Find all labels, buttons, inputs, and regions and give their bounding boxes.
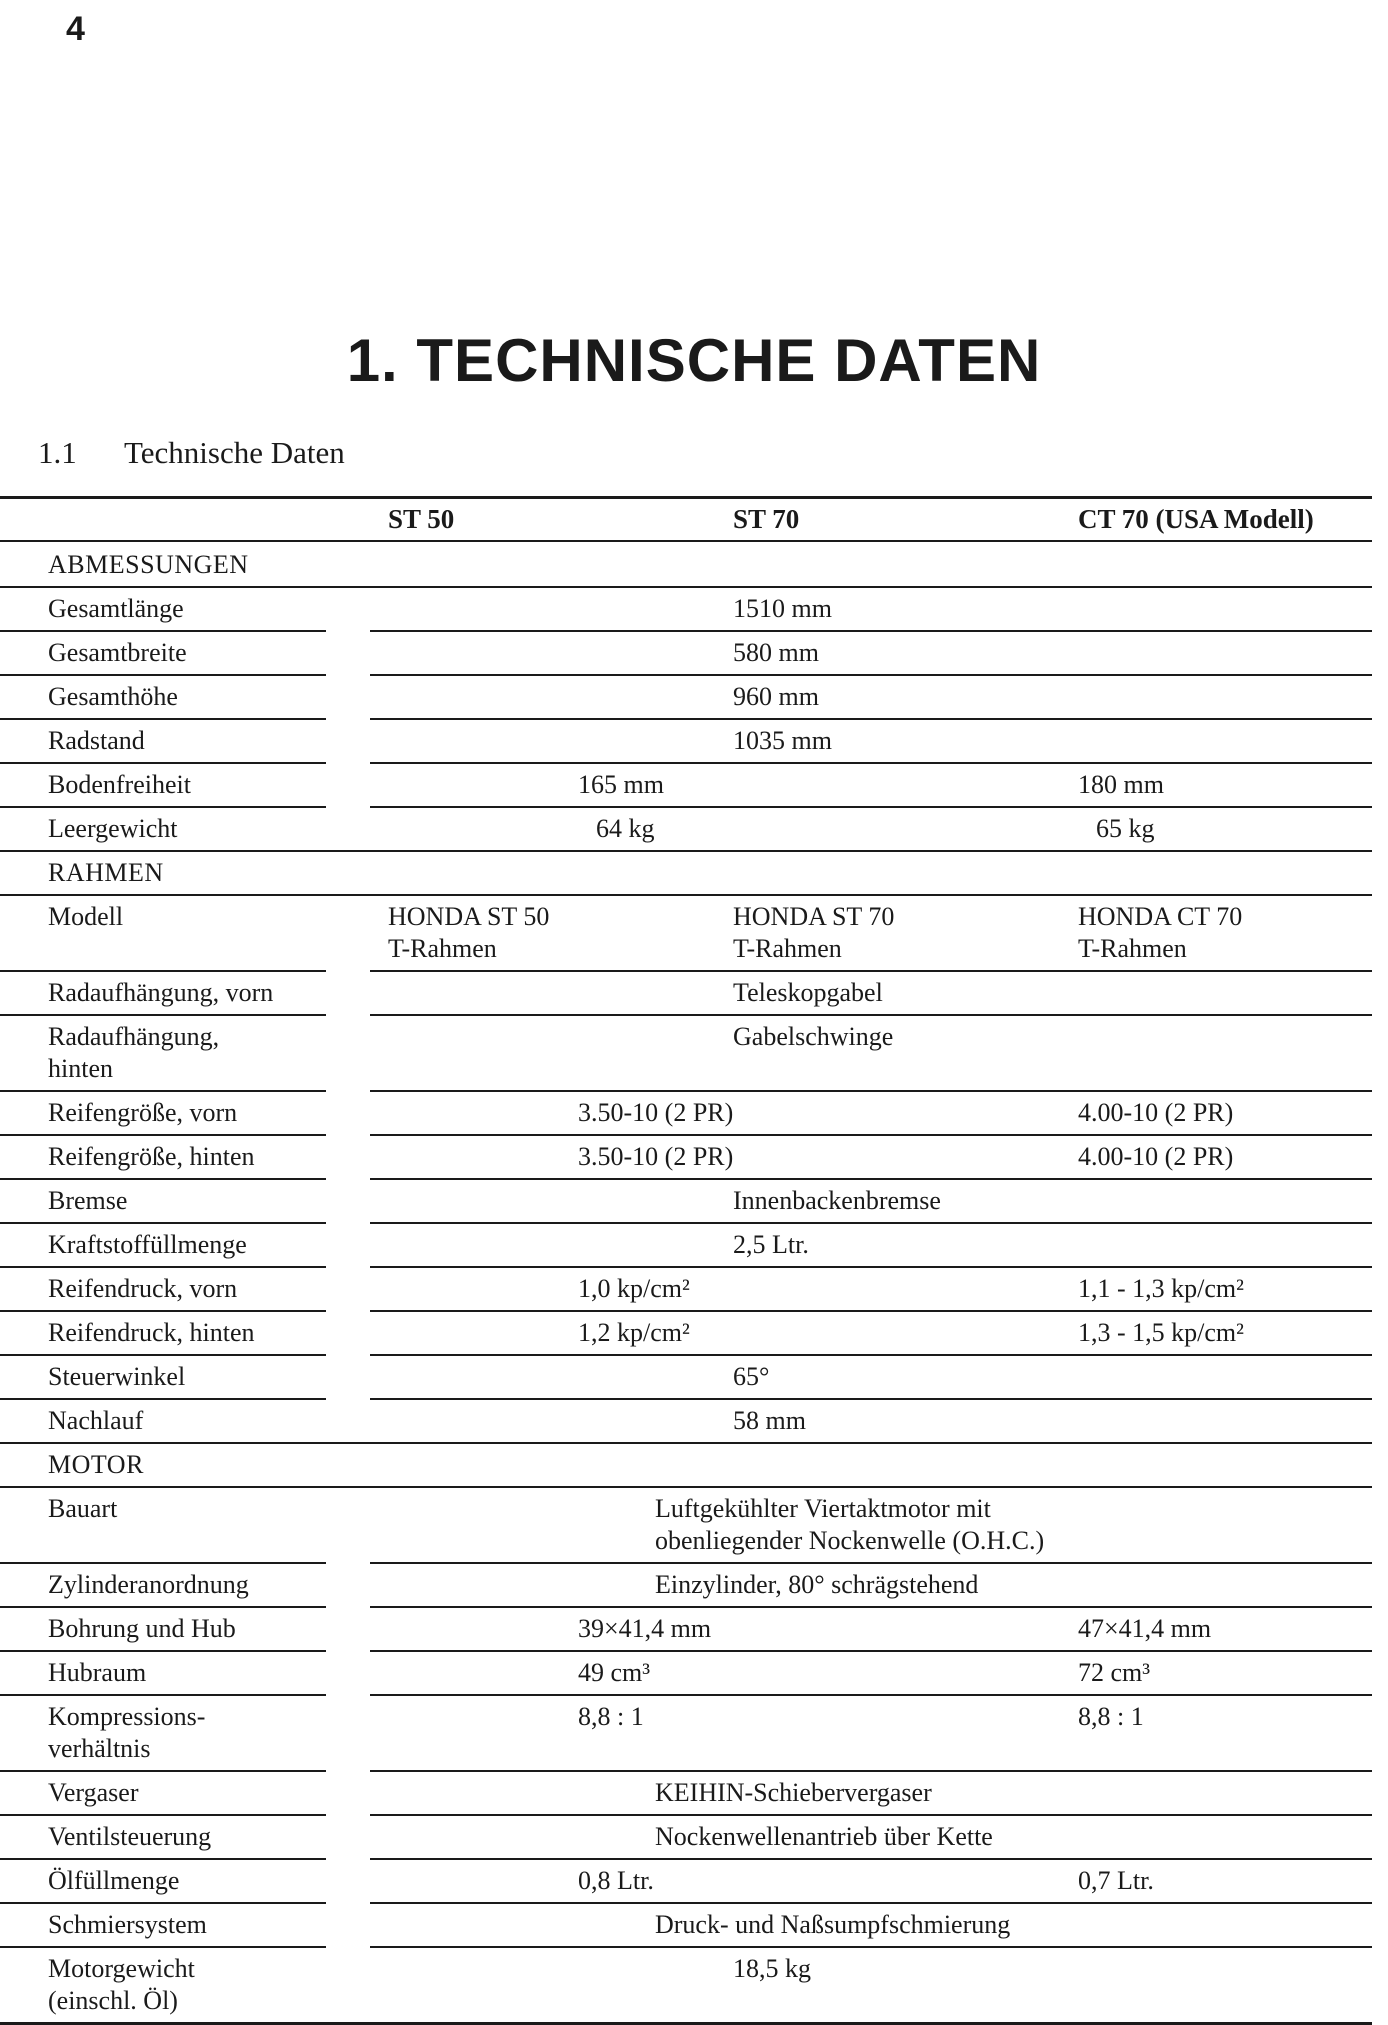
spec-value: KEIHIN-Schiebervergaser [655,1778,932,1807]
spec-value: HONDA CT 70 T-Rahmen [1078,902,1243,963]
row-divider-data [370,718,1372,720]
spec-row-label: Bodenfreiheit [48,770,191,799]
row-divider-data [370,762,1372,764]
spec-value: 47×41,4 mm [1078,1614,1212,1643]
row-divider-label [0,1946,326,1948]
row-divider-data [370,1562,1372,1564]
row-divider-label [0,806,326,808]
spec-value: HONDA ST 50 T-Rahmen [388,902,550,963]
row-divider-label [0,1814,326,1816]
spec-row-label: Bohrung und Hub [48,1614,236,1643]
row-divider-data [370,674,1372,676]
spec-row-label: Nachlauf [48,1406,144,1435]
spec-row-label: Schmiersystem [48,1910,207,1939]
spec-value: 4.00-10 (2 PR) [1078,1098,1234,1127]
row-divider-data [370,1134,1372,1136]
row-divider-data [370,1770,1372,1772]
row-divider-data [370,1694,1372,1696]
spec-row-label: Radaufhängung, hinten [48,1022,220,1083]
spec-value: 49 cm³ [578,1658,651,1687]
row-divider-data [370,1398,1372,1400]
row-divider-label [0,1090,326,1092]
spec-row-label: Modell [48,902,124,931]
page-number: 4 [66,10,85,48]
spec-value: 165 mm [578,770,664,799]
row-divider-label [0,1858,326,1860]
row-divider [0,586,1372,588]
row-divider-data [370,1266,1372,1268]
row-divider-data [370,630,1372,632]
row-divider-label [0,1562,326,1564]
spec-row-label: Radstand [48,726,145,755]
section-title: Technische Daten [124,435,345,470]
spec-value: 1,2 kp/cm² [578,1318,690,1347]
row-divider-label [0,1354,326,1356]
row-divider-label [0,1694,326,1696]
column-header-st70: ST 70 [733,504,800,534]
spec-row-label: Ölfüllmenge [48,1866,180,1895]
row-divider-data [370,1090,1372,1092]
spec-row-label: Motorgewicht (einschl. Öl) [48,1954,195,2015]
spec-value: Innenbackenbremse [733,1186,941,1215]
spec-value: HONDA ST 70 T-Rahmen [733,902,895,963]
column-header-st50: ST 50 [388,504,455,534]
spec-row-label: Vergaser [48,1778,139,1807]
row-divider-label [0,970,326,972]
spec-row-label: Bauart [48,1494,118,1523]
spec-row-label: Bremse [48,1186,128,1215]
spec-value: 39×41,4 mm [578,1614,712,1643]
section-row-label: RAHMEN [48,858,164,887]
spec-value: Einzylinder, 80° schrägstehend [655,1570,979,1599]
spec-value: 1,1 - 1,3 kp/cm² [1078,1274,1244,1303]
row-divider-label [0,1134,326,1136]
spec-row-label: Reifendruck, hinten [48,1318,255,1347]
spec-value: 8,8 : 1 [1078,1702,1144,1731]
spec-row-label: Radaufhängung, vorn [48,978,274,1007]
spec-row-label: Reifengröße, vorn [48,1098,238,1127]
spec-value: 8,8 : 1 [578,1702,644,1731]
spec-value: 3.50-10 (2 PR) [578,1142,734,1171]
section-row-label: MOTOR [48,1450,144,1479]
spec-value: 65° [733,1362,770,1391]
table-header-rule [0,540,1372,542]
row-divider-label [0,630,326,632]
spec-value: 65 kg [1096,814,1155,843]
spec-row-label: Kraftstoffüllmenge [48,1230,247,1259]
spec-value: 580 mm [733,638,819,667]
spec-value: Gabelschwinge [733,1022,894,1051]
section-number: 1.1 [38,435,77,470]
row-divider [0,1486,1372,1488]
spec-value: 3.50-10 (2 PR) [578,1098,734,1127]
spec-value: Nockenwellenantrieb über Kette [655,1822,993,1851]
row-divider-label [0,1770,326,1772]
row-divider [0,894,1372,896]
row-divider-label [0,1650,326,1652]
spec-value: Luftgekühlter Viertaktmotor mit obenliegender Nockenwelle (O.H.C.) [655,1494,1045,1555]
row-divider-label [0,1902,326,1904]
spec-row-label: Gesamthöhe [48,682,178,711]
row-divider [0,1442,1372,1444]
spec-row-label: Reifengröße, hinten [48,1142,255,1171]
row-divider-label [0,674,326,676]
row-divider-label [0,1398,326,1400]
spec-value: 960 mm [733,682,819,711]
row-divider-label [0,1310,326,1312]
row-divider-data [370,1178,1372,1180]
section-row-label: ABMESSUNGEN [48,550,249,579]
row-divider-data [370,1814,1372,1816]
spec-row-label: Zylinderanordnung [48,1570,249,1599]
row-divider-data [370,1902,1372,1904]
row-divider-data [370,1946,1372,1948]
spec-value: 1,3 - 1,5 kp/cm² [1078,1318,1244,1347]
spec-value: 1510 mm [733,594,832,623]
spec-value: 1035 mm [733,726,832,755]
row-divider-label [0,1222,326,1224]
spec-row-label: Ventilsteuerung [48,1822,212,1851]
spec-value: 1,0 kp/cm² [578,1274,690,1303]
spec-row-label: Steuerwinkel [48,1362,186,1391]
row-divider-data [370,1354,1372,1356]
spec-value: 180 mm [1078,770,1164,799]
spec-value: 0,8 Ltr. [578,1866,654,1895]
row-divider-data [370,1606,1372,1608]
spec-value: 72 cm³ [1078,1658,1151,1687]
column-header-ct70: CT 70 (USA Modell) [1078,504,1314,534]
spec-row-label: Reifendruck, vorn [48,1274,238,1303]
spec-value: Teleskopgabel [733,978,883,1007]
row-divider-data [370,970,1372,972]
row-divider-data [370,1858,1372,1860]
row-divider-data [370,1310,1372,1312]
row-divider-label [0,762,326,764]
row-divider [0,850,1372,852]
spec-value: Druck- und Naßsumpfschmierung [655,1910,1011,1939]
table-top-rule [0,496,1372,499]
row-divider-data [370,806,1372,808]
row-divider-data [370,1650,1372,1652]
spec-row-label: Gesamtlänge [48,594,184,623]
spec-row-label: Leergewicht [48,814,178,843]
chapter-title: 1. TECHNISCHE DATEN [346,327,1042,394]
row-divider-label [0,1014,326,1016]
row-divider-data [370,1222,1372,1224]
spec-value: 64 kg [596,814,655,843]
spec-value: 18,5 kg [733,1954,811,1983]
row-divider-label [0,718,326,720]
spec-row-label: Kompressions- verhältnis [48,1702,206,1763]
spec-value: 4.00-10 (2 PR) [1078,1142,1234,1171]
spec-row-label: Gesamtbreite [48,638,187,667]
spec-row-label: Hubraum [48,1658,147,1687]
row-divider-data [370,1014,1372,1016]
spec-value: 2,5 Ltr. [733,1230,809,1259]
row-divider-label [0,1266,326,1268]
spec-value: 0,7 Ltr. [1078,1866,1154,1895]
spec-value: 58 mm [733,1406,806,1435]
row-divider-label [0,1606,326,1608]
row-divider-label [0,1178,326,1180]
